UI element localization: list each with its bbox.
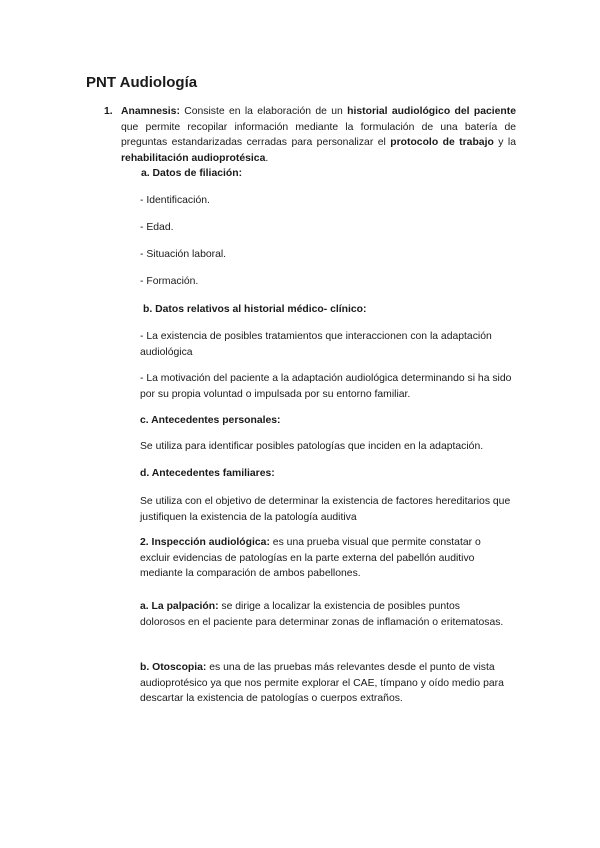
section-d-heading [140,466,275,482]
inspeccion-paragraph [140,535,510,582]
anamnesis-text-2: que permite recopilar información mediante la formulación de una batería de preguntas estandarizadas cerradas para personalizar el [121,121,516,149]
section-c-heading-text: c. Antecedentes personales: [140,415,281,426]
list-item-identificacion: - Identificación. [140,195,210,206]
section-d-heading-text: d. Antecedentes familiares: [140,468,275,479]
section-a-heading [141,166,242,182]
inspeccion-term: 2. Inspección audiológica: [140,537,270,548]
section-b-heading [143,302,366,318]
anamnesis-term: Anamnesis: [121,106,180,117]
list-item-situacion-laboral: - Situación laboral. [140,249,227,260]
section-b-paragraph-2: - La motivación del paciente a la adaptación audiológica determinando si ha sido por su propia voluntad o impulsada por su entorno familiar. [140,373,512,400]
otoscopia-term: b. Otoscopia: [140,662,207,673]
anamnesis-bold-1: historial audiológico del paciente [347,106,516,117]
anamnesis-bold-3: rehabilitación audioprotésica [121,152,266,164]
list-item-formacion: - Formación. [140,276,199,287]
palpacion-paragraph [140,599,505,630]
section-d-text: Se utiliza con el objetivo de determinar la existencia de factores hereditarios que justifiquen la existencia de la patología auditiva [140,496,511,523]
palpacion-text: se dirige a localizar la existencia de posibles puntos dolorosos en el paciente para determinar zonas de inflamación o eritematosas. [140,601,504,628]
section-c-heading [140,413,281,429]
list-number-1: 1. [104,106,113,117]
section-b-heading-text: b. Datos relativos al historial médico- clínico: [143,304,367,315]
palpacion-term: a. La palpación: [140,601,219,612]
anamnesis-bold-2: protocolo de trabajo [390,137,494,149]
otoscopia-paragraph [140,660,520,707]
section-b-paragraph-1: - La existencia de posibles tratamientos que interaccionen con la adaptación audiológica [140,331,492,358]
document-title: PNT Audiología [86,74,198,91]
inspeccion-text: es una prueba visual que permite constatar o excluir evidencias de patologías en la parte externa del pabellón auditivo mediante la comparación de ambos pabellones. [140,537,481,580]
anamnesis-text-4: . [265,152,269,164]
section-c-text: Se utiliza para identificar posibles patologías que inciden en la adaptación. [140,441,484,452]
otoscopia-text: es una de las pruebas más relevantes desde el punto de vista audioprotésico ya que nos permite explorar el CAE, tímpano y oído medio para descartar la existencia de patologías o cuerpos extraños. [140,662,504,705]
section-a-heading-text: a. Datos de filiación: [141,168,243,179]
list-item-edad: - Edad. [140,222,174,233]
anamnesis-text-3: y la [493,137,516,149]
anamnesis-paragraph [121,104,516,166]
anamnesis-text-1: Consiste en la elaboración de un [179,106,348,117]
